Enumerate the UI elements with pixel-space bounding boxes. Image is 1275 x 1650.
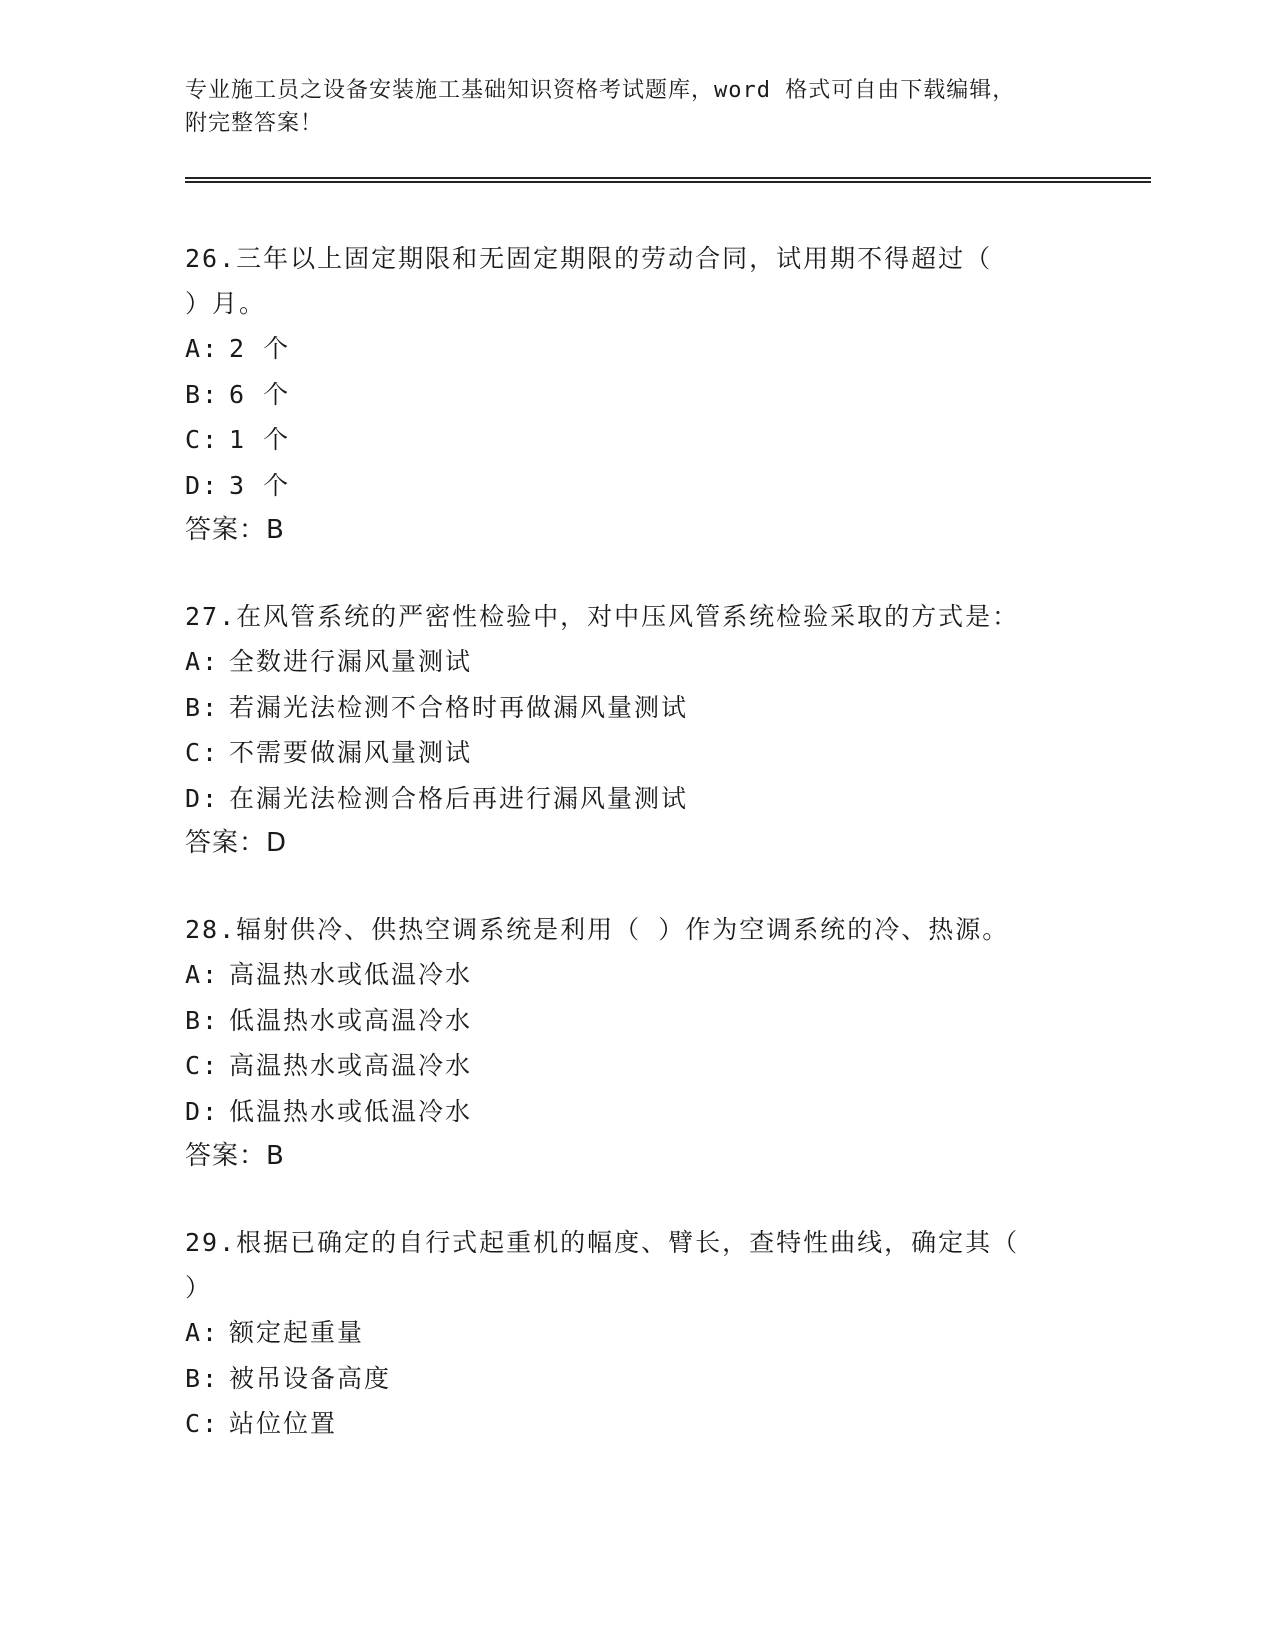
option-text: 6 个	[229, 379, 291, 409]
option-key: D:	[185, 470, 220, 500]
option-text: 全数进行漏风量测试	[229, 647, 473, 676]
question-stem-line: 29.根据已确定的自行式起重机的幅度、臂长，查特性曲线，确定其（	[185, 1228, 1020, 1257]
option-text: 低温热水或高温冷水	[229, 1005, 473, 1035]
answer-line: 答案：B	[185, 1141, 285, 1171]
option-text: 若漏光法检测不合格时再做漏风量测试	[229, 692, 689, 722]
option-key: B:	[185, 379, 220, 409]
option-text: 低温热水或低温冷水	[229, 1096, 473, 1126]
question-28	[185, 907, 1085, 1179]
option-b	[185, 685, 1085, 731]
document-header	[185, 74, 1085, 140]
header-line-1: 专业施工员之设备安装施工基础知识资格考试题库，word 格式可自由下载编辑，	[185, 78, 1016, 103]
option-key: A:	[185, 960, 220, 989]
option-key: C:	[185, 738, 220, 767]
option-c	[185, 730, 1085, 776]
option-key: B:	[185, 692, 220, 722]
question-27	[185, 594, 1085, 866]
question-26	[185, 236, 1085, 553]
question-stem-line: 26.三年以上固定期限和无固定期限的劳动合同，试用期不得超过（	[185, 244, 993, 273]
option-c	[185, 417, 1085, 463]
question-stem	[185, 1220, 1085, 1310]
question-stem	[185, 594, 1085, 639]
option-text: 高温热水或低温冷水	[229, 960, 473, 989]
header-divider	[185, 177, 1151, 183]
option-text: 高温热水或高温冷水	[229, 1051, 473, 1080]
option-c	[185, 1401, 1085, 1447]
option-d	[185, 1089, 1085, 1135]
option-key: A:	[185, 334, 220, 363]
option-text: 在漏光法检测合格后再进行漏风量测试	[229, 783, 689, 813]
option-a	[185, 326, 1085, 372]
option-key: C:	[185, 1409, 220, 1438]
question-stem-line: 27.在风管系统的严密性检验中，对中压风管系统检验采取的方式是：	[185, 602, 1020, 631]
option-b	[185, 1356, 1085, 1402]
option-text: 额定起重量	[229, 1318, 365, 1347]
option-d	[185, 463, 1085, 509]
option-b	[185, 372, 1085, 418]
option-text: 不需要做漏风量测试	[229, 738, 473, 767]
option-key: A:	[185, 1318, 220, 1347]
option-key: D:	[185, 783, 220, 813]
question-stem	[185, 236, 1085, 326]
option-text: 1 个	[229, 425, 291, 454]
option-b	[185, 998, 1085, 1044]
question-stem-line: ）	[185, 1273, 213, 1302]
question-list	[185, 236, 1085, 1488]
option-text: 3 个	[229, 470, 291, 500]
option-a	[185, 639, 1085, 685]
option-d	[185, 776, 1085, 822]
option-key: A:	[185, 647, 220, 676]
option-key: C:	[185, 425, 220, 454]
question-29	[185, 1220, 1085, 1447]
answer-line: 答案：D	[185, 828, 288, 858]
option-c	[185, 1043, 1085, 1089]
question-stem-line: 28.辐射供冷、供热空调系统是利用（ ）作为空调系统的冷、热源。	[185, 915, 1010, 944]
option-key: C:	[185, 1051, 220, 1080]
answer-line: 答案：B	[185, 515, 285, 545]
option-a	[185, 952, 1085, 998]
question-stem	[185, 907, 1085, 952]
option-key: B:	[185, 1363, 220, 1393]
option-key: D:	[185, 1096, 220, 1126]
option-key: B:	[185, 1005, 220, 1035]
option-text: 被吊设备高度	[229, 1363, 392, 1393]
question-stem-line: ）月。	[185, 289, 267, 318]
option-a	[185, 1310, 1085, 1356]
option-text: 2 个	[229, 334, 291, 363]
option-text: 站位位置	[229, 1409, 338, 1438]
header-line-2: 附完整答案！	[185, 111, 324, 136]
